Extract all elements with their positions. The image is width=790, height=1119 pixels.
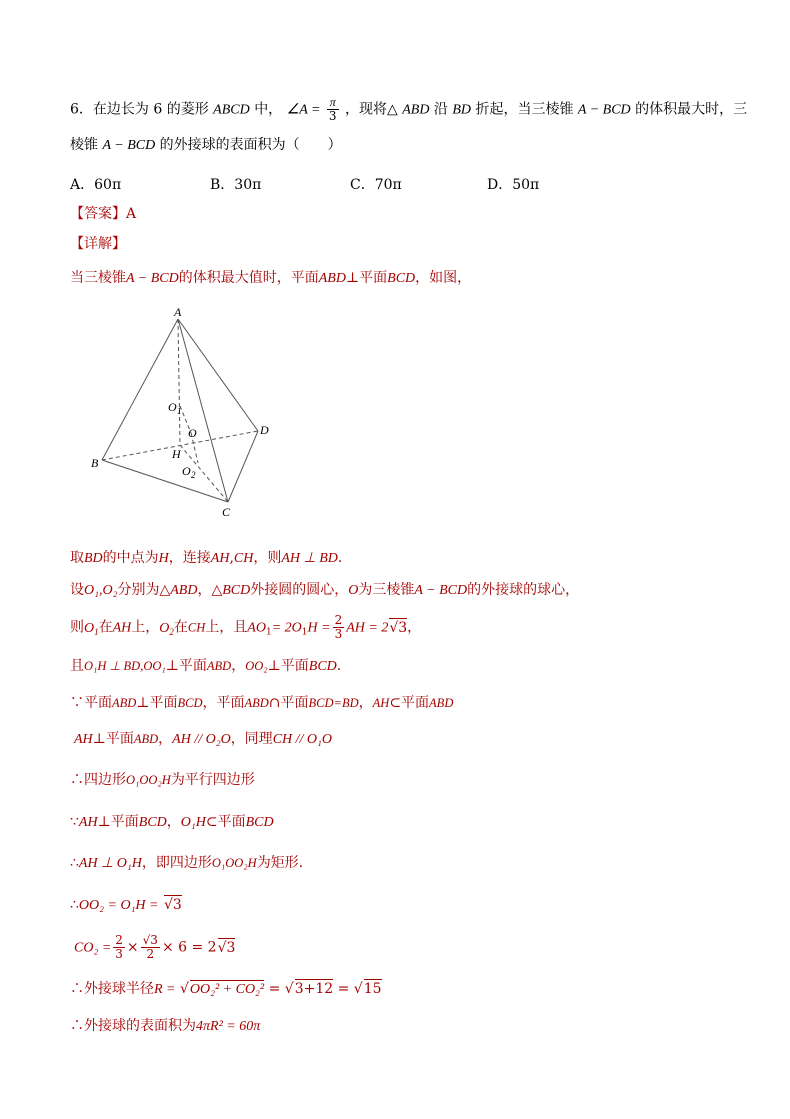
- detail-label: 【详解】: [70, 236, 126, 252]
- math: A − BCD: [577, 102, 631, 118]
- text: 的体积最大时，三: [635, 101, 748, 118]
- solution-line-6: ∵平面ABD⊥平面BCD，平面ABD∩平面BCD=BD，AH⊂平面ABD: [70, 695, 454, 711]
- solution-line-7: AH⊥平面ABD，AH // O₂O，同理CH // O₁O: [74, 731, 333, 747]
- option-d: D．50π: [487, 177, 540, 193]
- label-o: O: [188, 426, 197, 440]
- math: BD: [452, 102, 472, 118]
- label-d: D: [260, 423, 269, 437]
- segment-ah: [178, 319, 180, 445]
- edge-ab: [102, 319, 178, 460]
- text: ，现将△: [344, 101, 398, 118]
- edge-ad: [178, 319, 258, 431]
- solution-line-8: ∴四边形O₁OO₂H为平行四边形: [70, 772, 255, 788]
- math: ABD: [402, 102, 430, 118]
- solution-line-3: 设O₁,O₂分别为△ABD，△BCD外接圆的圆心，O为三棱锥A − BCD的外接球的球心，: [70, 582, 580, 598]
- solution-line-5: 且O₁H ⊥ BD,OO₁⊥平面ABD，OO₂⊥平面BCD.: [70, 658, 342, 674]
- label-o2: O: [182, 464, 191, 478]
- solution-line-9: ∵AH⊥平面BCD，O₁H⊂平面BCD: [70, 814, 274, 830]
- edge-cd: [228, 431, 258, 502]
- text: 棱锥: [70, 137, 98, 153]
- label-o1: O: [168, 400, 177, 414]
- math: ABCD: [213, 102, 250, 118]
- label-o1-sub: 1: [177, 406, 182, 416]
- text: 6．在边长为 6 的菱形: [70, 101, 209, 118]
- text: 中，: [254, 101, 283, 118]
- edge-bc: [102, 460, 228, 502]
- option-b: B．30π: [210, 177, 262, 193]
- text: 的外接球的表面积为（ ）: [159, 137, 342, 153]
- question-line-2: [70, 135, 342, 156]
- math: A − BCD: [102, 138, 156, 153]
- text: 折起，当三棱锥: [475, 101, 574, 118]
- math: ∠A =: [286, 102, 321, 118]
- label-o2-sub: 2: [191, 470, 196, 480]
- option-a: A．60π: [70, 177, 122, 193]
- solution-line-4: 则$O_1$在AH上，$O_2$在CH上，且$AO_1= 2O_1H$ = $\frac{2}{3}$ AH = 2√3，: [70, 613, 422, 641]
- fraction-pi-over-3: $\frac{\pi}{3}$: [328, 95, 337, 123]
- label-b: B: [91, 456, 99, 470]
- tetrahedron-figure: [80, 300, 300, 525]
- solution-line-11: ∴OO₂ = O₁H = √3: [70, 897, 182, 913]
- answer-label: 【答案】A: [70, 206, 137, 222]
- solution-line-1: 当三棱锥A − BCD的体积最大值时，平面ABD⊥平面BCD，如图，: [70, 270, 472, 286]
- solution-line-12: CO₂ = $\frac{2}{3}$ × $\frac{√3}{2}$ × 6 = 2√3: [74, 933, 236, 961]
- option-c: C．70π: [350, 177, 402, 193]
- text: 沿: [433, 101, 448, 118]
- label-c: C: [222, 505, 231, 519]
- solution-line-14: ∴外接球的表面积为4πR² = 60π: [70, 1018, 261, 1034]
- label-h: H: [172, 447, 181, 461]
- solution-line-10: ∴AH ⊥ O₁H，即四边形O₁OO₂H为矩形.: [70, 855, 304, 871]
- solution-line-13: ∴外接球半径R = √OO₂² + CO₂² = √3+12 = √15: [70, 981, 382, 997]
- solution-line-2: 取BD的中点为H，连接AH,CH，则AH ⊥ BD.: [70, 550, 343, 566]
- question-line-1: [70, 96, 747, 123]
- label-a: A: [174, 305, 182, 319]
